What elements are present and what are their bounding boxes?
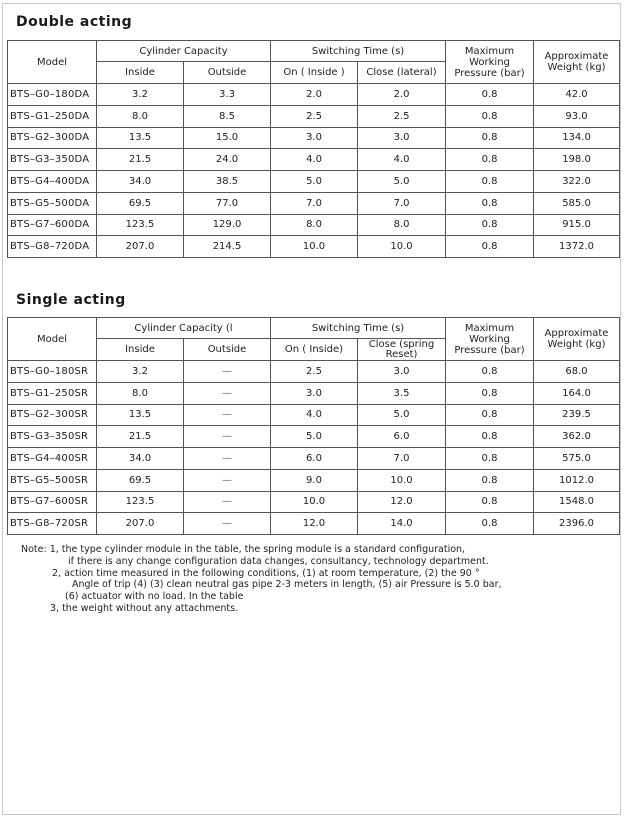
cell-model: BTS–G3–350DA (8, 149, 97, 171)
cell-pressure: 0.8 (446, 214, 534, 236)
cell-model: BTS–G2–300DA (8, 127, 97, 149)
cell-weight: 1012.0 (534, 469, 620, 491)
double-acting-table (7, 40, 620, 258)
note-line: Angle of trip (4) (3) clean neutral gas pipe 2-3 meters in length, (5) air Pressure is 5.0 bar, (72, 579, 502, 591)
table-row (8, 171, 620, 193)
cell-inside: 3.2 (97, 84, 184, 106)
cell-pressure: 0.8 (446, 361, 534, 383)
cell-outside: — (184, 469, 271, 491)
header-max-pressure: Maximum Working Pressure (bar) (446, 318, 534, 361)
cell-model: BTS–G5–500DA (8, 192, 97, 214)
header-close-spring-reset: Close (spring Reset) (358, 339, 446, 361)
table-row (8, 236, 620, 258)
cell-on: 10.0 (271, 236, 358, 258)
header-switching-time: Switching Time (s) (271, 41, 446, 62)
cell-close: 3.0 (358, 361, 446, 383)
cell-outside: 8.5 (184, 105, 271, 127)
note-line: if there is any change configuration data changes, consultancy, technology department. (68, 555, 489, 567)
cell-weight: 2396.0 (534, 513, 620, 535)
cell-on: 2.0 (271, 84, 358, 106)
table-row (8, 105, 620, 127)
header-cylinder-capacity: Cylinder Capacity (l (97, 318, 271, 339)
cell-model: BTS–G4–400DA (8, 171, 97, 193)
cell-close: 2.5 (358, 105, 446, 127)
cell-close: 4.0 (358, 149, 446, 171)
cell-weight: 198.0 (534, 149, 620, 171)
table-row (8, 361, 620, 383)
note-line: 3, the weight without any attachments. (50, 602, 239, 614)
cell-on: 12.0 (271, 513, 358, 535)
note-line: (6) actuator with no load. In the table (65, 591, 244, 603)
cell-pressure: 0.8 (446, 149, 534, 171)
cell-inside: 34.0 (97, 171, 184, 193)
cell-close: 10.0 (358, 469, 446, 491)
cell-pressure: 0.8 (446, 84, 534, 106)
cell-outside: 38.5 (184, 171, 271, 193)
header-approx-weight: Approximate Weight (kg) (534, 318, 620, 361)
cell-model: BTS–G8–720DA (8, 236, 97, 258)
cell-outside: 3.3 (184, 84, 271, 106)
cell-close: 14.0 (358, 513, 446, 535)
cell-outside: — (184, 361, 271, 383)
cell-weight: 1372.0 (534, 236, 620, 258)
cell-on: 6.0 (271, 448, 358, 470)
cell-inside: 8.0 (97, 105, 184, 127)
header-model: Model (8, 318, 97, 361)
header-outside: Outside (184, 339, 271, 361)
cell-model: BTS–G5–500SR (8, 469, 97, 491)
cell-outside: 214.5 (184, 236, 271, 258)
cell-pressure: 0.8 (446, 236, 534, 258)
cell-on: 2.5 (271, 361, 358, 383)
table-row (8, 469, 620, 491)
single-acting-table (7, 317, 620, 535)
cell-inside: 21.5 (97, 149, 184, 171)
header-switching-time: Switching Time (s) (271, 318, 446, 339)
cell-weight: 585.0 (534, 192, 620, 214)
cell-inside: 69.5 (97, 469, 184, 491)
cell-outside: — (184, 426, 271, 448)
cell-inside: 207.0 (97, 236, 184, 258)
cell-outside: — (184, 404, 271, 426)
cell-on: 4.0 (271, 404, 358, 426)
cell-pressure: 0.8 (446, 171, 534, 193)
table-row (8, 491, 620, 513)
cell-outside: — (184, 448, 271, 470)
header-model: Model (8, 41, 97, 84)
cell-outside: — (184, 513, 271, 535)
cell-inside: 34.0 (97, 448, 184, 470)
cell-close: 12.0 (358, 491, 446, 513)
table-row (8, 84, 620, 106)
cell-weight: 575.0 (534, 448, 620, 470)
cell-weight: 1548.0 (534, 491, 620, 513)
cell-inside: 13.5 (97, 404, 184, 426)
cell-model: BTS–G8–720SR (8, 513, 97, 535)
table-row (8, 426, 620, 448)
cell-weight: 322.0 (534, 171, 620, 193)
cell-pressure: 0.8 (446, 382, 534, 404)
cell-pressure: 0.8 (446, 469, 534, 491)
cell-close: 3.5 (358, 382, 446, 404)
cell-on: 4.0 (271, 149, 358, 171)
cell-close: 6.0 (358, 426, 446, 448)
cell-close: 7.0 (358, 192, 446, 214)
cell-on: 10.0 (271, 491, 358, 513)
cell-inside: 69.5 (97, 192, 184, 214)
cell-close: 2.0 (358, 84, 446, 106)
table-row (8, 404, 620, 426)
cell-weight: 164.0 (534, 382, 620, 404)
cell-model: BTS–G3–350SR (8, 426, 97, 448)
cell-weight: 362.0 (534, 426, 620, 448)
cell-close: 8.0 (358, 214, 446, 236)
cell-on: 9.0 (271, 469, 358, 491)
header-approx-weight: Approximate Weight (kg) (534, 41, 620, 84)
double-acting-rows (8, 84, 620, 258)
cell-close: 3.0 (358, 127, 446, 149)
cell-close: 5.0 (358, 404, 446, 426)
header-close-lateral: Close (lateral) (358, 62, 446, 84)
cell-weight: 42.0 (534, 84, 620, 106)
header-on-inside: On ( Inside) (271, 339, 358, 361)
single-acting-rows (8, 361, 620, 535)
header-outside: Outside (184, 62, 271, 84)
table-row (8, 448, 620, 470)
cell-weight: 134.0 (534, 127, 620, 149)
cell-pressure: 0.8 (446, 127, 534, 149)
cell-close: 10.0 (358, 236, 446, 258)
header-cylinder-capacity: Cylinder Capacity (97, 41, 271, 62)
cell-model: BTS–G7–600SR (8, 491, 97, 513)
cell-pressure: 0.8 (446, 448, 534, 470)
table-row (8, 149, 620, 171)
table-row (8, 127, 620, 149)
cell-inside: 207.0 (97, 513, 184, 535)
cell-outside: — (184, 491, 271, 513)
cell-on: 8.0 (271, 214, 358, 236)
cell-inside: 8.0 (97, 382, 184, 404)
cell-outside: 15.0 (184, 127, 271, 149)
cell-on: 2.5 (271, 105, 358, 127)
cell-pressure: 0.8 (446, 404, 534, 426)
cell-pressure: 0.8 (446, 192, 534, 214)
cell-outside: 24.0 (184, 149, 271, 171)
cell-inside: 13.5 (97, 127, 184, 149)
header-inside: Inside (97, 339, 184, 361)
cell-inside: 123.5 (97, 214, 184, 236)
cell-pressure: 0.8 (446, 491, 534, 513)
double-acting-title: Double acting (16, 14, 133, 30)
cell-inside: 123.5 (97, 491, 184, 513)
note-line: 2, action time measured in the following conditions, (1) at room temperature, (2) the 90 ° (52, 567, 480, 579)
cell-outside: 77.0 (184, 192, 271, 214)
cell-on: 5.0 (271, 426, 358, 448)
cell-weight: 68.0 (534, 361, 620, 383)
cell-weight: 239.5 (534, 404, 620, 426)
cell-outside: 129.0 (184, 214, 271, 236)
table-row (8, 382, 620, 404)
cell-on: 3.0 (271, 127, 358, 149)
cell-close: 5.0 (358, 171, 446, 193)
header-on-inside: On ( Inside ) (271, 62, 358, 84)
cell-inside: 21.5 (97, 426, 184, 448)
table-row (8, 513, 620, 535)
cell-model: BTS–G7–600DA (8, 214, 97, 236)
cell-pressure: 0.8 (446, 426, 534, 448)
table-row (8, 214, 620, 236)
cell-on: 7.0 (271, 192, 358, 214)
cell-model: BTS–G2–300SR (8, 404, 97, 426)
cell-weight: 93.0 (534, 105, 620, 127)
cell-model: BTS–G1–250DA (8, 105, 97, 127)
cell-on: 5.0 (271, 171, 358, 193)
note-line: Note: 1, the type cylinder module in the table, the spring module is a standard configuration, (21, 544, 466, 555)
cell-inside: 3.2 (97, 361, 184, 383)
cell-pressure: 0.8 (446, 105, 534, 127)
cell-pressure: 0.8 (446, 513, 534, 535)
cell-model: BTS–G1–250SR (8, 382, 97, 404)
cell-model: BTS–G0–180SR (8, 361, 97, 383)
notes-block (21, 544, 611, 615)
header-inside: Inside (97, 62, 184, 84)
cell-on: 3.0 (271, 382, 358, 404)
single-acting-title: Single acting (16, 292, 126, 308)
table-row (8, 192, 620, 214)
cell-weight: 915.0 (534, 214, 620, 236)
cell-outside: — (184, 382, 271, 404)
cell-model: BTS–G4–400SR (8, 448, 97, 470)
header-max-pressure: Maximum Working Pressure (bar) (446, 41, 534, 84)
cell-model: BTS–G0–180DA (8, 84, 97, 106)
cell-close: 7.0 (358, 448, 446, 470)
